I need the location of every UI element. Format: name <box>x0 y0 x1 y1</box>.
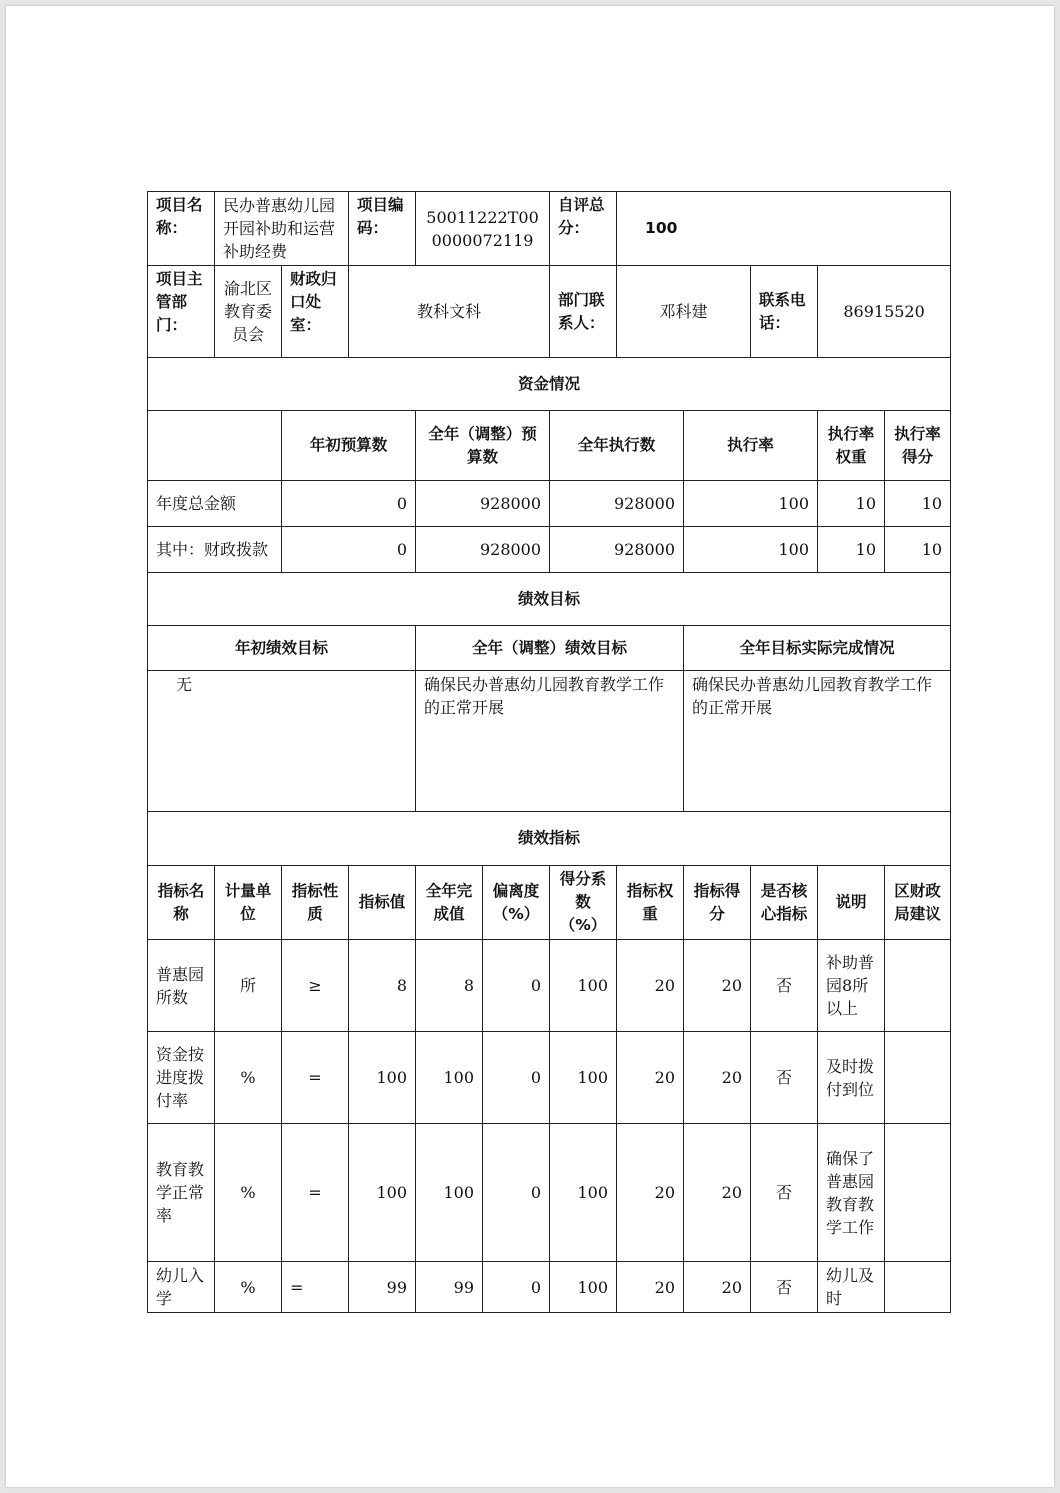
indicator-row <box>148 1124 951 1262</box>
goal-actual: 确保民办普惠幼儿园教育教学工作的正常开展 <box>684 671 951 812</box>
project-code-value: 50011222T000000072119 <box>416 192 550 266</box>
ind-cell: 100 <box>416 1124 483 1262</box>
project-code-label: 项目编码： <box>349 192 416 266</box>
ind-cell <box>885 1262 951 1313</box>
funds-cell: 0 <box>282 527 416 573</box>
ind-header: 指标值 <box>349 866 416 940</box>
ind-cell: 否 <box>751 1262 818 1313</box>
ind-cell <box>885 1124 951 1262</box>
phone-label: 联系电话： <box>751 266 818 358</box>
funds-header-adjusted-budget: 全年（调整）预算数 <box>416 411 550 481</box>
header-row-2 <box>148 266 951 358</box>
ind-cell: 100 <box>550 1124 617 1262</box>
project-name-value: 民办普惠幼儿园开园补助和运营补助经费 <box>215 192 349 266</box>
ind-cell: ≥ <box>282 940 349 1032</box>
indicator-row <box>148 1032 951 1124</box>
funds-row <box>148 527 951 573</box>
ind-cell: % <box>215 1032 282 1124</box>
goals-header-initial: 年初绩效目标 <box>148 626 416 671</box>
indicators-header-row <box>148 866 951 940</box>
ind-cell: 20 <box>684 1262 751 1313</box>
funds-cell: 928000 <box>416 481 550 527</box>
ind-header: 得分系数（%） <box>550 866 617 940</box>
ind-cell: 普惠园所数 <box>148 940 215 1032</box>
ind-header: 指标性质 <box>282 866 349 940</box>
ind-header: 计量单位 <box>215 866 282 940</box>
funds-header-executed: 全年执行数 <box>550 411 684 481</box>
ind-cell: 20 <box>617 1262 684 1313</box>
funds-section-title: 资金情况 <box>148 358 951 411</box>
goals-header-row <box>148 626 951 671</box>
goals-content-row <box>148 671 951 812</box>
self-score-value: 100 <box>617 192 951 266</box>
ind-cell: 100 <box>416 1032 483 1124</box>
ind-cell: 资金按进度拨付率 <box>148 1032 215 1124</box>
ind-cell: 0 <box>483 1032 550 1124</box>
ind-header: 区财政局建议 <box>885 866 951 940</box>
office-value: 教科文科 <box>349 266 550 358</box>
ind-cell: 否 <box>751 1032 818 1124</box>
funds-cell: 10 <box>885 527 951 573</box>
phone-value: 86915520 <box>818 266 951 358</box>
funds-header-rate: 执行率 <box>684 411 818 481</box>
funds-cell: 928000 <box>416 527 550 573</box>
ind-cell: % <box>215 1124 282 1262</box>
goals-header-adjusted: 全年（调整）绩效目标 <box>416 626 684 671</box>
ind-cell: 否 <box>751 940 818 1032</box>
ind-header: 说明 <box>818 866 885 940</box>
ind-header: 指标名称 <box>148 866 215 940</box>
ind-cell: 补助普园8所以上 <box>818 940 885 1032</box>
ind-cell: 0 <box>483 1262 550 1313</box>
ind-header: 偏离度（%） <box>483 866 550 940</box>
funds-cell: 100 <box>684 527 818 573</box>
funds-cell: 其中：财政拨款 <box>148 527 282 573</box>
ind-cell: 20 <box>617 1032 684 1124</box>
ind-cell: 0 <box>483 940 550 1032</box>
funds-cell: 10 <box>885 481 951 527</box>
ind-cell: = <box>282 1124 349 1262</box>
funds-header-row <box>148 411 951 481</box>
funds-cell: 10 <box>818 481 885 527</box>
ind-cell: 100 <box>349 1124 416 1262</box>
funds-cell: 0 <box>282 481 416 527</box>
ind-cell: 20 <box>684 940 751 1032</box>
indicators-section-title: 绩效指标 <box>148 812 951 866</box>
ind-cell: 100 <box>349 1032 416 1124</box>
ind-cell: 99 <box>349 1262 416 1313</box>
indicator-row <box>148 940 951 1032</box>
dept-label: 项目主管部门： <box>148 266 215 358</box>
ind-cell: 20 <box>684 1124 751 1262</box>
funds-header-blank <box>148 411 282 481</box>
ind-cell: 8 <box>416 940 483 1032</box>
funds-row <box>148 481 951 527</box>
self-score-label: 自评总分： <box>550 192 617 266</box>
goals-section-row <box>148 573 951 626</box>
ind-cell: 100 <box>550 1032 617 1124</box>
indicator-row <box>148 1262 951 1313</box>
ind-cell: = <box>282 1032 349 1124</box>
ind-cell: 20 <box>617 940 684 1032</box>
ind-cell: 8 <box>349 940 416 1032</box>
dept-value: 渝北区教育委员会 <box>215 266 282 358</box>
ind-cell: 幼儿入学 <box>148 1262 215 1313</box>
header-row-1 <box>148 192 951 266</box>
goal-adjusted: 确保民办普惠幼儿园教育教学工作的正常开展 <box>416 671 684 812</box>
ind-cell: 100 <box>550 1262 617 1313</box>
ind-cell: 确保了普惠园教育教学工作 <box>818 1124 885 1262</box>
office-label: 财政归口处室： <box>282 266 349 358</box>
ind-header: 指标权重 <box>617 866 684 940</box>
document-page <box>6 6 1054 1487</box>
goal-initial: 无 <box>148 671 416 812</box>
contact-label: 部门联系人： <box>550 266 617 358</box>
funds-cell: 928000 <box>550 481 684 527</box>
ind-cell <box>885 940 951 1032</box>
funds-cell: 928000 <box>550 527 684 573</box>
performance-evaluation-table <box>147 191 951 1313</box>
ind-cell: 否 <box>751 1124 818 1262</box>
ind-cell: 及时拨付到位 <box>818 1032 885 1124</box>
funds-header-initial-budget: 年初预算数 <box>282 411 416 481</box>
funds-section-row <box>148 358 951 411</box>
funds-cell: 年度总金额 <box>148 481 282 527</box>
ind-cell: 99 <box>416 1262 483 1313</box>
ind-cell: % <box>215 1262 282 1313</box>
indicators-section-row <box>148 812 951 866</box>
ind-header: 全年完成值 <box>416 866 483 940</box>
ind-header: 是否核心指标 <box>751 866 818 940</box>
funds-cell: 10 <box>818 527 885 573</box>
funds-cell: 100 <box>684 481 818 527</box>
project-name-label: 项目名称： <box>148 192 215 266</box>
ind-cell <box>885 1032 951 1124</box>
funds-header-rate-score: 执行率得分 <box>885 411 951 481</box>
ind-cell: 100 <box>550 940 617 1032</box>
contact-value: 邓科建 <box>617 266 751 358</box>
ind-cell: 所 <box>215 940 282 1032</box>
ind-cell: = <box>282 1262 349 1313</box>
ind-cell: 20 <box>617 1124 684 1262</box>
ind-cell: 幼儿及时 <box>818 1262 885 1313</box>
goals-header-actual: 全年目标实际完成情况 <box>684 626 951 671</box>
goals-section-title: 绩效目标 <box>148 573 951 626</box>
ind-header: 指标得分 <box>684 866 751 940</box>
ind-cell: 20 <box>684 1032 751 1124</box>
ind-cell: 0 <box>483 1124 550 1262</box>
funds-header-rate-weight: 执行率权重 <box>818 411 885 481</box>
ind-cell: 教育教学正常率 <box>148 1124 215 1262</box>
